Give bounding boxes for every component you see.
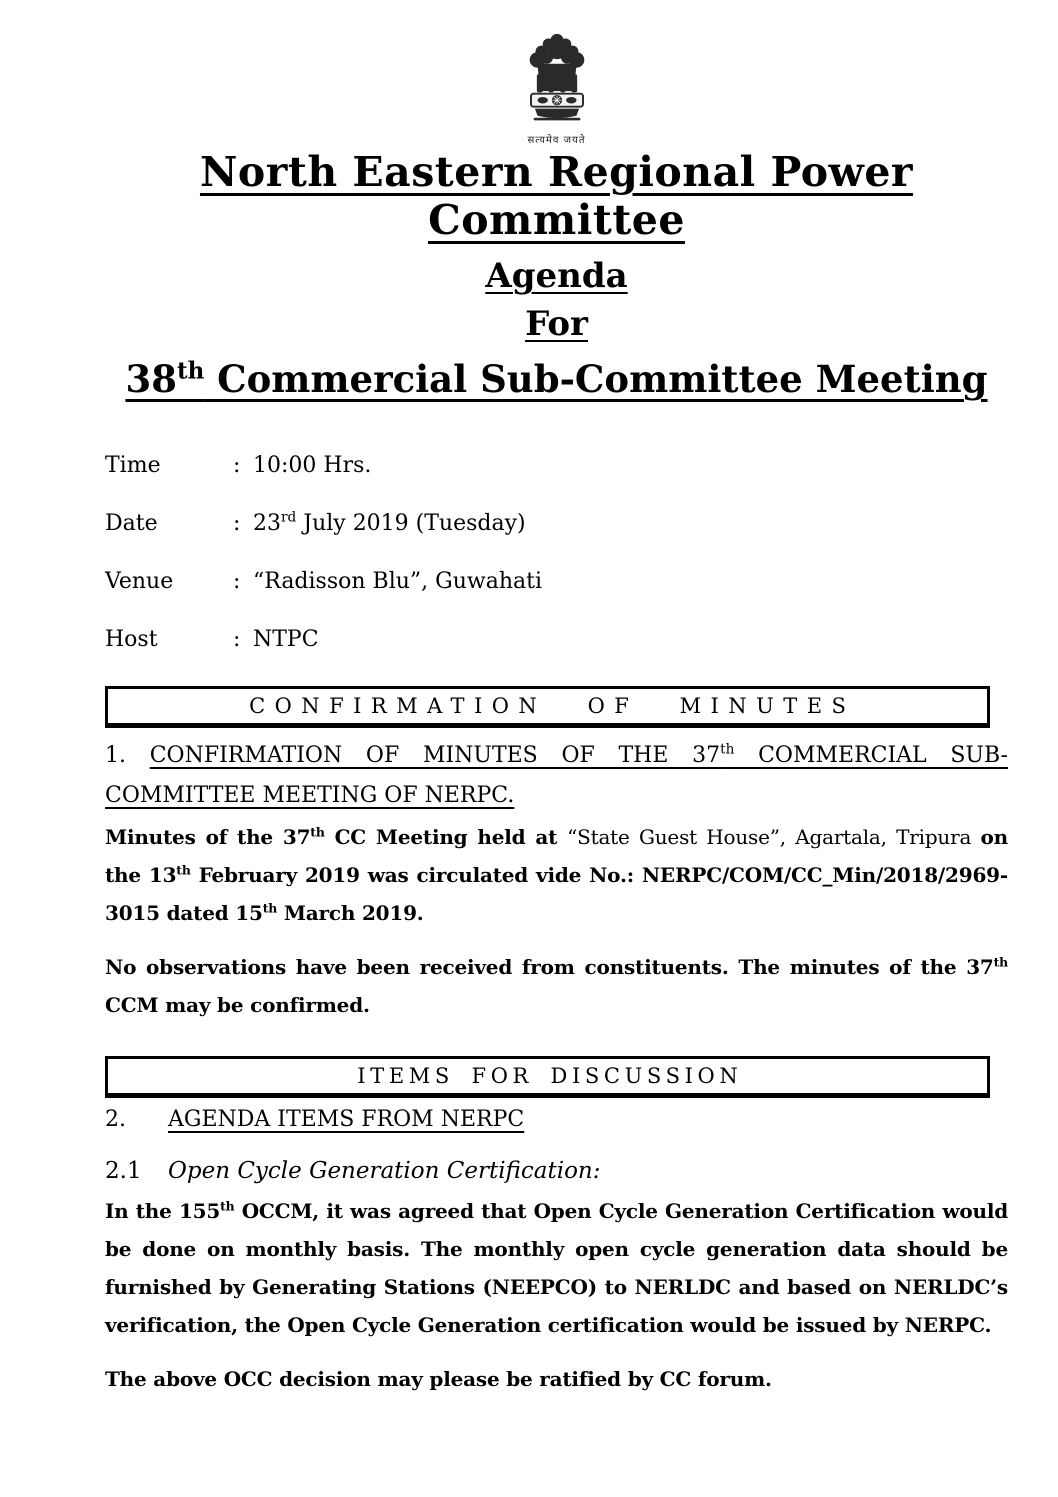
for-heading <box>105 304 1008 344</box>
item-2-1-heading <box>105 1156 1008 1186</box>
text-segment: 38 <box>125 357 177 401</box>
text-segment: OCCM, it was agreed that Open Cycle Generation Certification would be done on monthly basis. The monthly open cycle generation data should be furnished by Generating Stations (NEEPCO) to NERLDC and based on NERLDC’s verification, the Open Cycle Generation certification would be issued by NERPC. <box>105 1199 1008 1337</box>
text-segment: NTPC <box>253 627 319 652</box>
item-number: 2. <box>105 1107 126 1132</box>
meta-value <box>253 454 371 478</box>
meta-label: Host <box>105 627 158 652</box>
text-segment: COMMERCIAL SUB- <box>734 743 1008 768</box>
superscript-text: th <box>220 1198 235 1214</box>
item-1-heading-line-1 <box>105 736 1008 776</box>
text-segment: In the 155 <box>105 1199 221 1223</box>
meta-label: Date <box>105 511 158 536</box>
item-number: 2.1 <box>105 1158 142 1184</box>
meta-row-date <box>105 509 1008 536</box>
meeting-meta <box>105 454 1008 652</box>
text-segment: 23 <box>253 511 281 536</box>
doc-type-heading <box>105 256 1008 296</box>
meta-value <box>253 628 319 652</box>
superscript-text: th <box>262 900 278 916</box>
item-1-heading-line-2 <box>105 776 1008 816</box>
text-segment: 10:00 Hrs. <box>253 453 372 478</box>
org-title <box>105 148 1008 244</box>
superscript-text: th <box>720 741 735 758</box>
meeting-title <box>105 356 1008 402</box>
meta-colon: : <box>233 569 241 594</box>
emblem-block <box>105 30 1008 148</box>
section-box-confirmation <box>105 686 990 728</box>
para-minutes-circulation <box>105 818 1008 932</box>
item-1-heading <box>105 736 1008 816</box>
item-1-heading-text <box>150 743 1008 768</box>
section-box-label: CONFIRMATION OF MINUTES <box>249 694 856 718</box>
superscript-text: th <box>176 862 191 878</box>
meeting-title-text <box>125 357 987 401</box>
text-segment: March 2019. <box>277 901 424 925</box>
meta-label: Time <box>105 453 161 478</box>
superscript-text: th <box>993 954 1008 970</box>
section-box-label: ITEMS FOR DISCUSSION <box>357 1064 743 1088</box>
text-segment: on the 13 <box>105 825 1008 887</box>
emblem-motto-text: सत्यमेव जयते <box>527 135 586 146</box>
meta-colon: : <box>233 511 241 536</box>
meta-value <box>253 509 526 536</box>
meta-row-time <box>105 454 1008 478</box>
text-segment: July 2019 (Tuesday) <box>296 511 526 536</box>
text-segment: CCM may be confirmed. <box>105 993 370 1017</box>
superscript-text: rd <box>281 509 297 526</box>
text-segment: Commercial Sub-Committee Meeting <box>204 357 988 401</box>
meta-colon: : <box>233 627 241 652</box>
meta-row-venue <box>105 570 1008 594</box>
meta-colon: : <box>233 453 241 478</box>
meta-label: Venue <box>105 569 174 594</box>
para-no-observations <box>105 948 1008 1024</box>
org-title-text: North Eastern Regional Power Committee <box>199 148 914 244</box>
text-segment: CC Meeting held at <box>324 825 568 849</box>
meta-value <box>253 570 542 594</box>
text-segment: February 2019 was circulated vide No.: NERPC/COM/CC_Min/2018/2969-3015 dated 15 <box>105 863 1008 925</box>
text-segment: Minutes of the 37 <box>105 825 311 849</box>
item-2-1-heading-text: Open Cycle Generation Certification: <box>168 1158 601 1184</box>
item-2-heading <box>105 1106 1008 1134</box>
item-1-heading-text-2: COMMITTEE MEETING OF NERPC. <box>105 783 515 808</box>
text-segment: CONFIRMATION OF MINUTES OF THE 37 <box>149 743 721 768</box>
para-ratify: The above OCC decision may please be ratified by CC forum. <box>105 1367 772 1391</box>
text-segment: “State Guest House”, Agartala, Tripura <box>567 825 981 849</box>
india-national-emblem-icon <box>518 30 596 134</box>
text-segment: No observations have been received from constituents. The minutes of the 37 <box>105 955 994 979</box>
meta-row-host <box>105 628 1008 652</box>
for-text: For <box>525 304 588 344</box>
para-occm-decision <box>105 1192 1008 1344</box>
superscript-text: th <box>176 357 205 385</box>
superscript-text: th <box>310 824 325 840</box>
item-2-heading-text: AGENDA ITEMS FROM NERPC <box>168 1107 525 1132</box>
doc-type-text: Agenda <box>485 256 628 296</box>
text-segment: “Radisson Blu”, Guwahati <box>253 569 542 594</box>
item-number: 1. <box>105 743 126 768</box>
section-box-discussion <box>105 1056 990 1098</box>
